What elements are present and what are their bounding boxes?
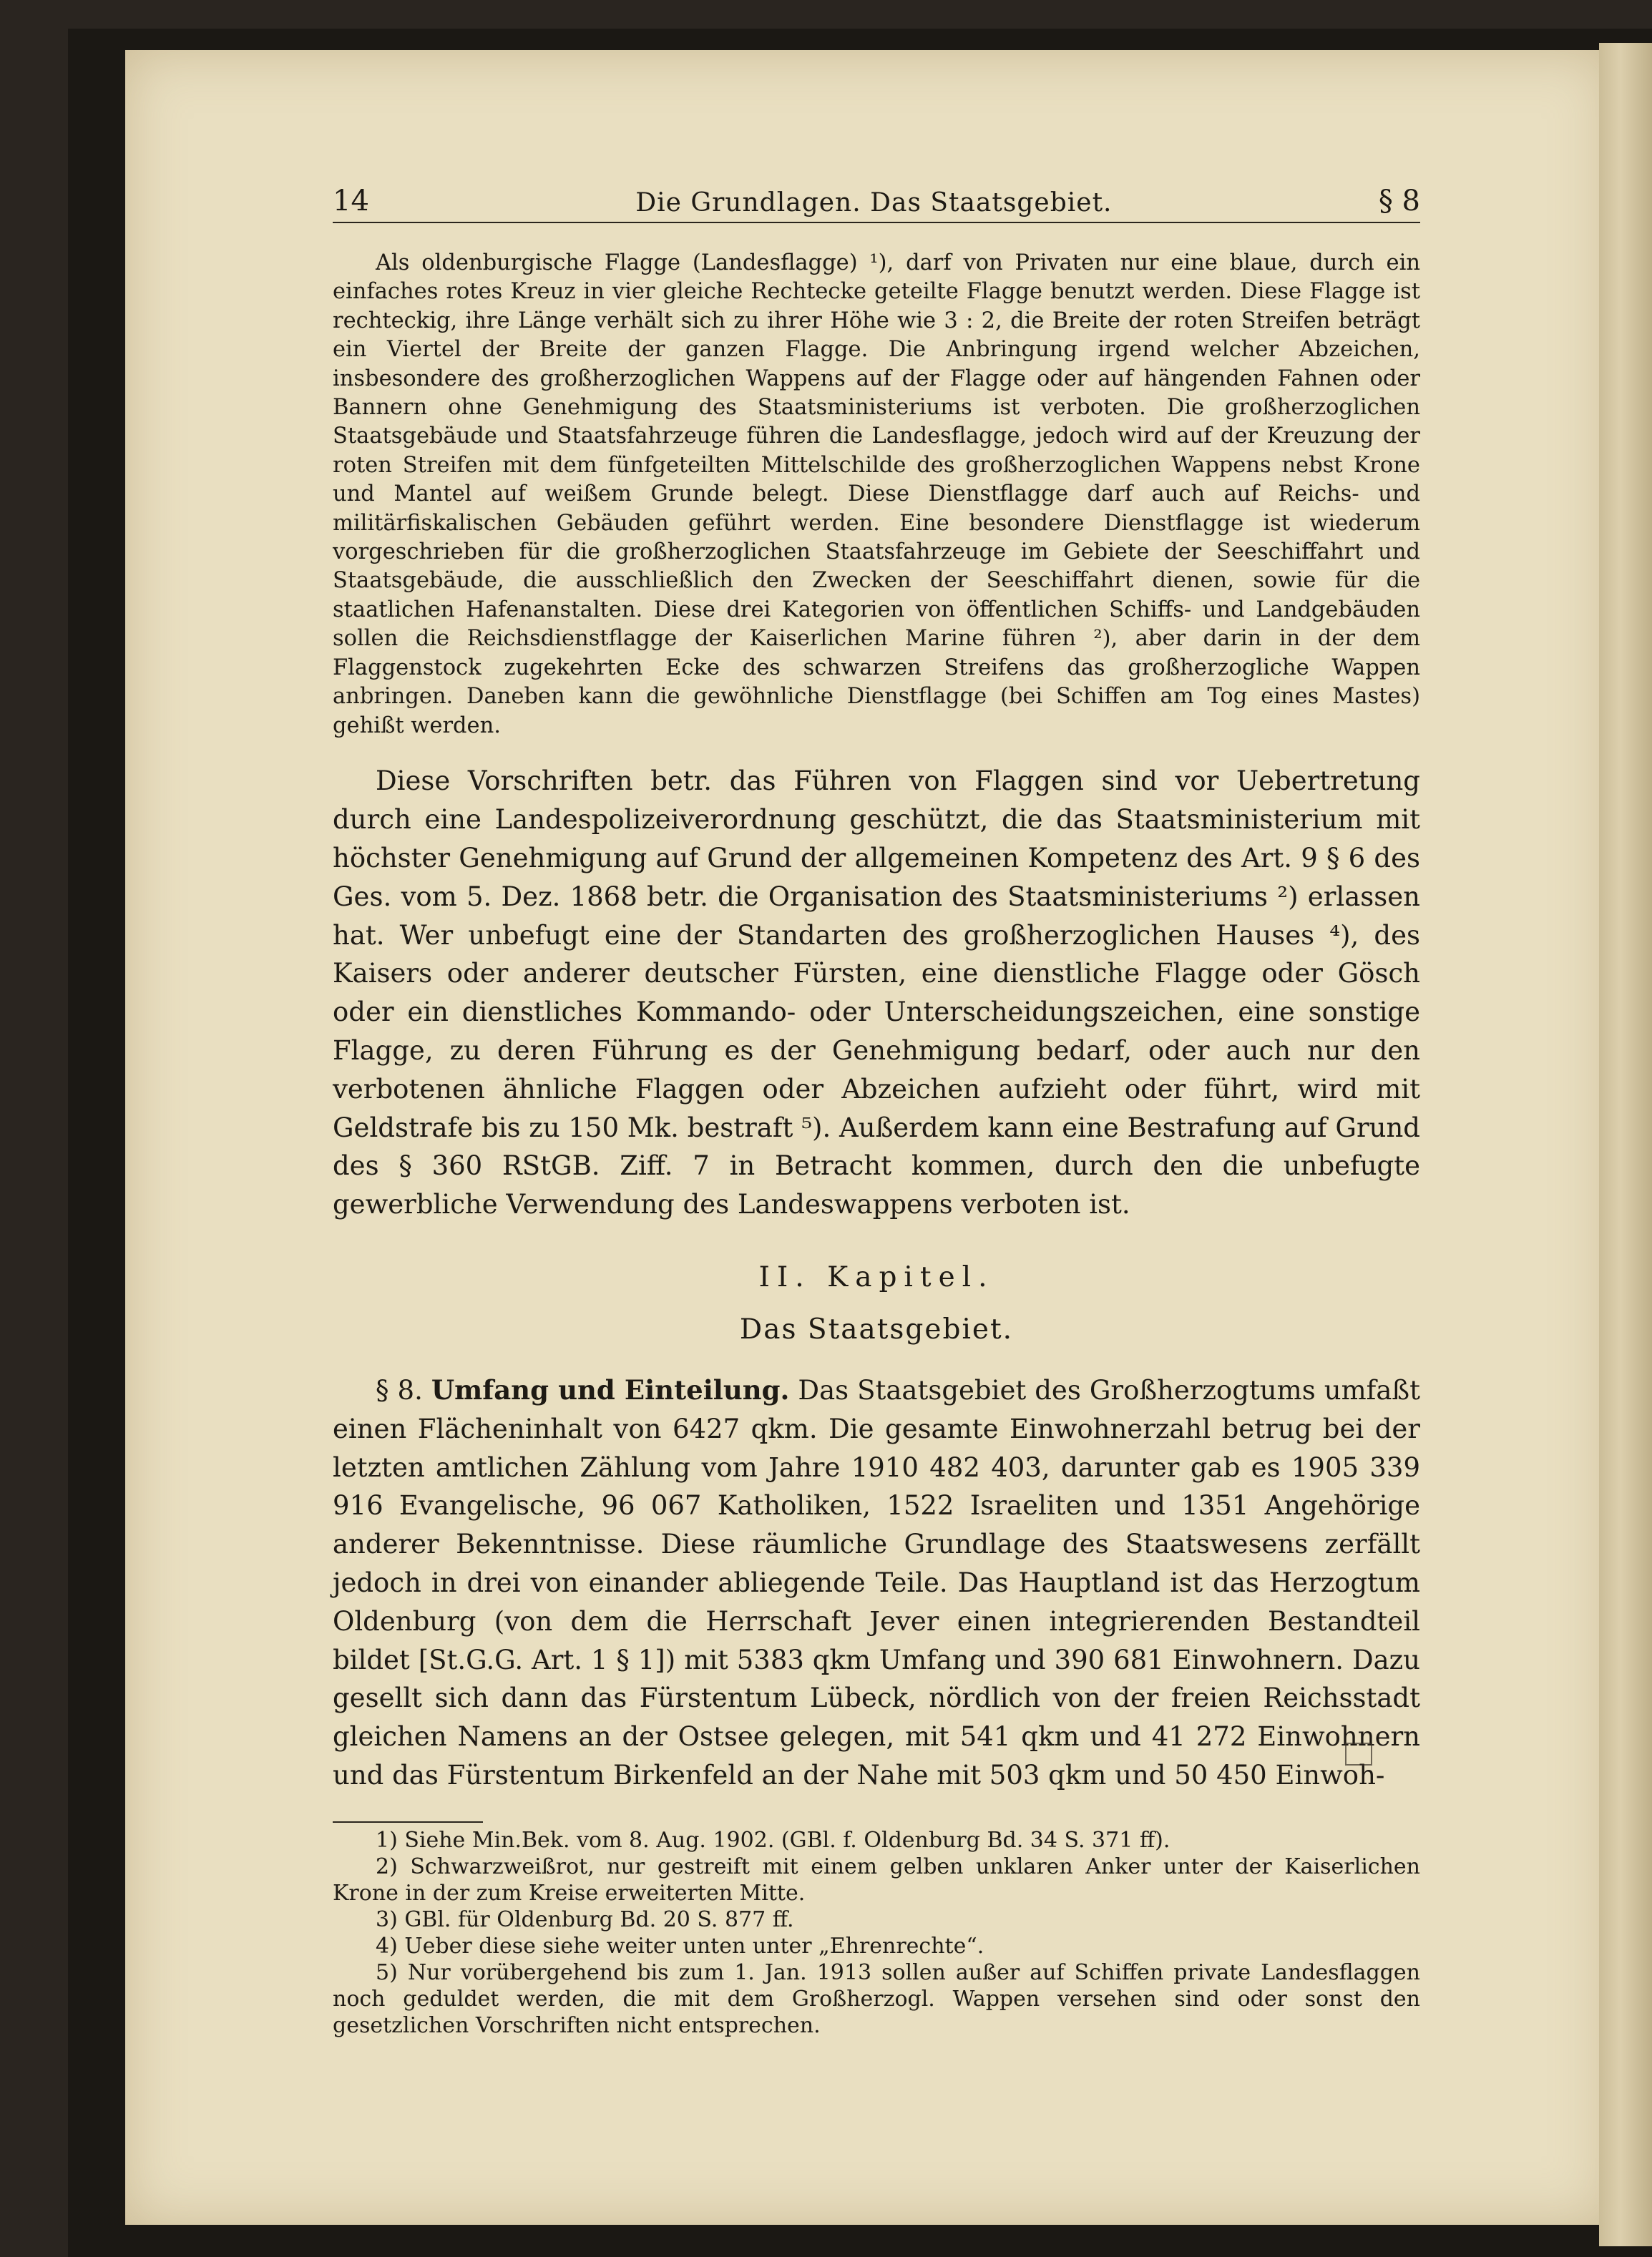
section-title: Umfang und Einteilung. xyxy=(431,1374,790,1406)
protection-paragraph: Diese Vorschriften betr. das Führen von Flaggen sind vor Uebertretung durch eine Landespolizeiverordnung geschützt, die das Staatsministerium mit höchster Genehmigung auf Grund der allgemeinen Kompetenz des Art. 9 § 6 des Ges. vom 5. Dez. 1868 betr. die Organisation des Staatsministeriums ²) erlassen hat. Wer unbefugt eine der Standarten des großherzoglichen Hauses ⁴), des Kaisers oder anderer deutscher Fürsten, eine dienstliche Flagge oder Gösch oder ein dienstliches Kommando- oder Unterscheidungszeichen, eine sonstige Flagge, zu deren Führung es der Genehmigung bedarf, oder auch nur den verbotenen ähnliche Flaggen oder Abzeichen aufzieht oder führt, wird mit Geldstrafe bis zu 150 Mk. bestraft ⁵). Außerdem kann eine Bestrafung auf Grund des § 360 RStGB. Ziff. 7 in Betracht kommen, durch den die unbefugte gewerbliche Verwendung des Landeswappens verboten ist. xyxy=(333,765,1420,1220)
running-title: Die Grundlagen. Das Staatsgebiet. xyxy=(635,188,1113,217)
footnote-3: 3) GBl. für Oldenburg Bd. 20 S. 877 ff. xyxy=(376,1906,794,1932)
page-content xyxy=(333,185,1420,2039)
section-mark: § 8 xyxy=(1378,185,1420,217)
section-text: Das Staatsgebiet des Großherzogtums umfaßt einen Flächeninhalt von 6427 qkm. Die gesamte Einwohnerzahl betrug bei der letzten amtlichen Zählung vom Jahre 1910 482 403, darunter gab es 1905 339 916 Evangelische, 96 067 Katholiken, 1522 Israeliten und 1351 Angehörige anderer Bekenntnisse. Diese räumliche Grundlage des Staatswesens zerfällt jedoch in drei von einander abliegende Teile. Das Hauptland ist das Herzogtum Oldenburg (von dem die Herrschaft Jever einen integrierenden Bestandteil bildet [St.G.G. Art. 1 § 1]) mit 5383 qkm Umfang und 390 681 Einwohnern. Dazu gesellt sich dann das Fürstentum Lübeck, nördlich von der freien Reichsstadt gleichen Namens an der Ostsee gelegen, mit 541 qkm und 41 272 Einwohnern und das Fürstentum Birkenfeld an der Nahe mit 503 qkm und 50 450 Einwoh- xyxy=(333,1374,1420,1791)
footnote-4: 4) Ueber diese siehe weiter unten unter „Ehrenrechte“. xyxy=(376,1933,984,1959)
section-number: § 8. xyxy=(376,1374,423,1406)
flag-paragraph: Als oldenburgische Flagge (Landesflagge) ¹), darf von Privaten nur eine blaue, durch ein einfaches rotes Kreuz in vier gleiche Rechtecke geteilte Flagge benutzt werden. Diese Flagge ist rechteckig, ihre Länge verhält sich zu ihrer Höhe wie 3 : 2, die Breite der roten Streifen beträgt ein Viertel der Breite der ganzen Flagge. Die Anbringung irgend welcher Abzeichen, insbesondere des großherzoglichen Wappens auf der Flagge oder auf hängenden Fahnen oder Bannern ohne Genehmigung des Staatsministeriums ist verboten. Die großherzoglichen Staatsgebäude und Staatsfahrzeuge führen die Landesflagge, jedoch wird auf der Kreuzung der roten Streifen mit dem fünfgeteilten Mittelschilde des großherzoglichen Wappens nebst Krone und Mantel auf weißem Grunde belegt. Diese Dienstflagge darf auch auf Reichs- und militärfiskalischen Gebäuden geführt werden. Eine besondere Dienstflagge ist wiederum vorgeschrieben für die großherzoglichen Staatsfahrzeuge im Gebiete der Seeschiffahrt und Staatsgebäude, die ausschließlich den Zwecken der Seeschiffahrt dienen, sowie für die staatlichen Hafenanstalten. Diese drei Kategorien von öffentlichen Schiffs- und Landgebäuden sollen die Reichsdienstflagge der Kaiserlichen Marine führen ²), aber darin in der dem Flaggenstock zugekehrten Ecke des schwarzen Streifens das großherzogliche Wappen anbringen. Daneben kann die gewöhnliche Dienstflagge (bei Schiffen am Tog eines Mastes) gehißt werden. xyxy=(333,250,1420,738)
footnote-rule xyxy=(333,1821,483,1823)
footnote-5: 5) Nur vorübergehend bis zum 1. Jan. 1913 sollen außer auf Schiffen private Landesflaggen noch geduldet werden, die mit dem Großherzogl. Wappen versehen sind oder sonst den gesetzlichen Vorschriften nicht entsprechen. xyxy=(333,1959,1420,2038)
footnote-1: 1) Siehe Min.Bek. vom 8. Aug. 1902. (GBl. f. Oldenburg Bd. 34 S. 371 ff). xyxy=(376,1827,1170,1853)
library-stamp xyxy=(1345,1743,1372,1766)
chapter-number: II. Kapitel. xyxy=(758,1260,994,1293)
page-header xyxy=(333,185,1420,223)
chapter-title: Das Staatsgebiet. xyxy=(739,1313,1014,1346)
page-edges xyxy=(1599,43,1652,2246)
footnotes xyxy=(333,1827,1420,2039)
footnote-2: 2) Schwarzweißrot, nur gestreift mit einem gelben unklaren Anker unter der Kaiserlichen Krone in der zum Kreise erweiterten Mitte. xyxy=(333,1854,1420,1906)
page-number: 14 xyxy=(333,185,369,217)
section-paragraph xyxy=(333,1371,1420,1795)
